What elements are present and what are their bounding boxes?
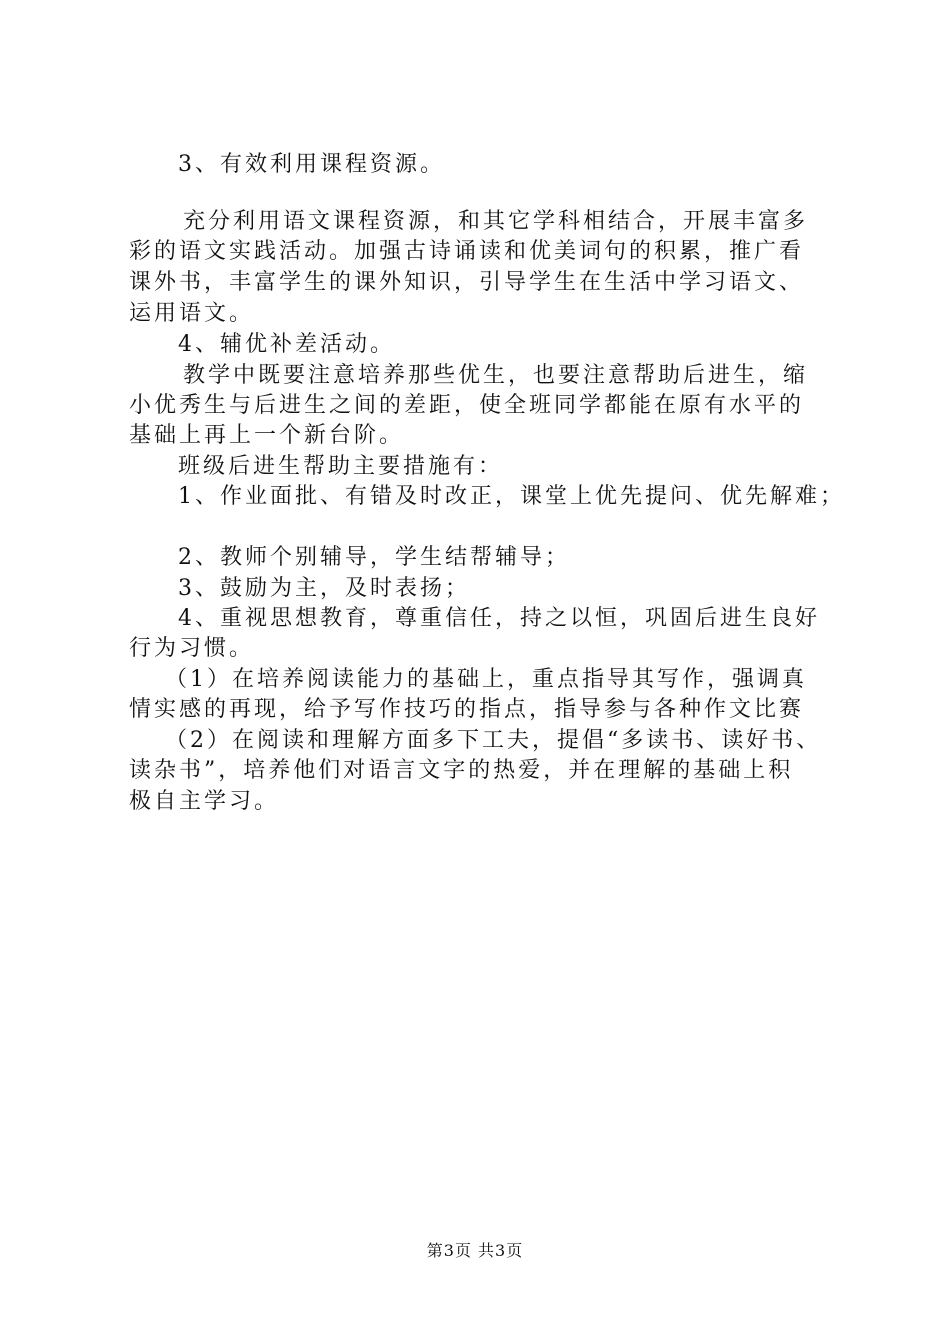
list-item: 3、鼓励为主，及时表扬；: [178, 576, 470, 601]
list-item: （2）在阅读和理解方面多下工夫，提倡“多读书、读好书、: [165, 728, 822, 753]
list-item: 4、重视思想教育，尊重信任，持之以恒，巩固后进生良好: [178, 606, 820, 631]
paragraph-line: 教学中既要注意培养那些优生，也要注意帮助后进生，缩: [183, 363, 809, 388]
paragraph-line: 极自主学习。: [129, 789, 280, 814]
section-heading-4: 4、辅优补差活动。: [178, 332, 395, 357]
list-item: （1）在培养阅读能力的基础上，重点指导其写作，强调真: [165, 667, 807, 692]
paragraph-line: 充分利用语文课程资源，和其它学科相结合，开展丰富多: [183, 209, 809, 234]
paragraph-line: 班级后进生帮助主要措施有：: [178, 454, 504, 479]
paragraph-line: 课外书，丰富学生的课外知识，引导学生在生活中学习语文、: [129, 270, 805, 295]
paragraph-line: 读杂书”，培养他们对语言文字的热爱，并在理解的基础上积: [129, 758, 794, 783]
paragraph-line: 小优秀生与后进生之间的差距，使全班同学都能在原有水平的: [129, 393, 805, 418]
page-number-footer: 第3页 共3页: [426, 1241, 524, 1260]
list-item: 1、作业面批、有错及时改正，课堂上优先提问、优先解难；: [178, 484, 845, 509]
paragraph-line: 行为习惯。: [129, 636, 255, 661]
paragraph-line: 基础上再上一个新台阶。: [129, 423, 405, 448]
paragraph-line: 运用语文。: [129, 301, 255, 326]
paragraph-line: 情实感的再现，给予写作技巧的指点，指导参与各种作文比赛: [129, 697, 805, 722]
section-heading-3: 3、有效利用课程资源。: [178, 152, 445, 177]
paragraph-line: 彩的语文实践活动。加强古诗诵读和优美词句的积累，推广看: [129, 239, 805, 264]
list-item: 2、教师个别辅导，学生结帮辅导；: [178, 545, 570, 570]
